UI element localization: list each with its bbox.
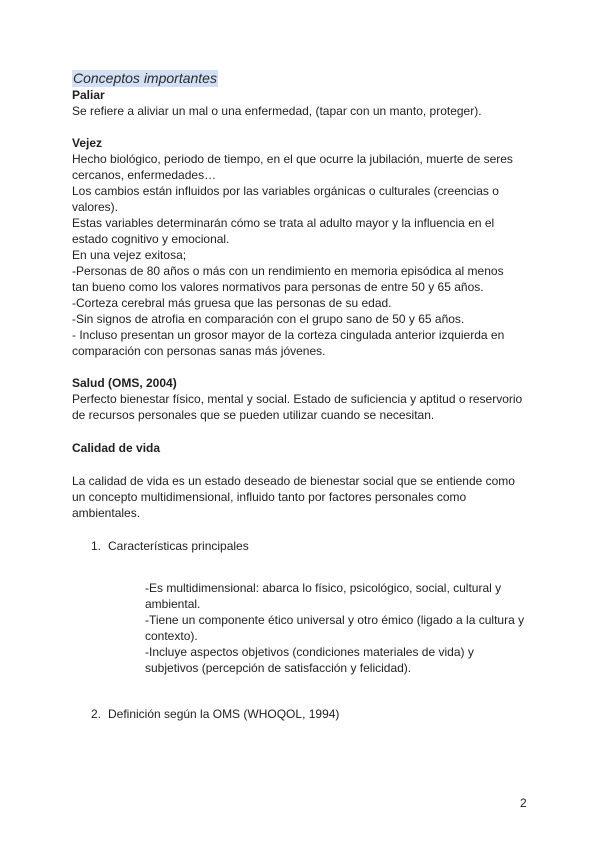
list-item <box>91 538 532 554</box>
vejez-line: Estas variables determinarán cómo se trata al adulto mayor y la influencia en el <box>72 216 495 230</box>
document-page <box>72 70 532 722</box>
list-item <box>91 706 532 722</box>
sub-line: -Tiene un componente ético universal y otro émico (ligado a la cultura y <box>145 613 525 627</box>
list-number: 2. <box>91 707 102 721</box>
sub-line: -Es multidimensional: abarca lo físico, psicológico, social, cultural y <box>145 581 502 595</box>
sub-list <box>145 580 535 676</box>
vejez-line: tan bueno como los valores normativos para personas de entre 50 y 65 años. <box>72 280 484 294</box>
calidad-line: un concepto multidimensional, influido tanto por factores personales como <box>72 490 467 504</box>
vejez-line: - Incluso presentan un grosor mayor de la corteza cingulada anterior izquierda en <box>72 328 505 342</box>
heading-calidad: Calidad de vida <box>72 441 161 455</box>
vejez-line: -Corteza cerebral más gruesa que las personas de su edad. <box>72 296 392 310</box>
vejez-line: Hecho biológico, periodo de tiempo, en el que ocurre la jubilación, muerte de seres <box>72 152 513 166</box>
sub-line: ambiental. <box>145 597 201 611</box>
vejez-line: En una vejez exitosa; <box>72 248 187 262</box>
list-label: Definición según la OMS (WHOQOL, 1994) <box>108 707 340 721</box>
salud-line: de recursos personales que se pueden utilizar cuando se necesitan. <box>72 408 435 422</box>
calidad-line: La calidad de vida es un estado deseado de bienestar social que se entiende como <box>72 474 515 488</box>
sub-line: -Incluye aspectos objetivos (condiciones materiales de vida) y <box>145 645 474 659</box>
vejez-line: cercanos, enfermedades… <box>72 168 217 182</box>
vejez-line: estado cognitivo y emocional. <box>72 232 230 246</box>
vejez-line: comparación con personas sanas más jóvenes. <box>72 344 326 358</box>
vejez-line: -Sin signos de atrofia en comparación con el grupo sano de 50 y 65 años. <box>72 312 465 326</box>
list-number: 1. <box>91 539 102 553</box>
vejez-line: Los cambios están influidos por las variables orgánicas o culturales (creencias o <box>72 184 499 198</box>
paliar-line: Se refiere a aliviar un mal o una enfermedad, (tapar con un manto, proteger). <box>72 104 482 118</box>
sub-line: contexto). <box>145 629 198 643</box>
heading-salud: Salud (OMS, 2004) <box>72 376 177 390</box>
heading-vejez: Vejez <box>72 136 103 150</box>
vejez-line: -Personas de 80 años o más con un rendimiento en memoria episódica al menos <box>72 264 504 278</box>
vejez-line: valores). <box>72 200 119 214</box>
salud-line: Perfecto bienestar físico, mental y social. Estado de suficiencia y aptitud o reservorio <box>72 392 523 406</box>
calidad-line: ambientales. <box>72 506 141 520</box>
heading-paliar: Paliar <box>72 88 105 102</box>
sub-line: subjetivos (percepción de satisfacción y felicidad). <box>145 661 412 675</box>
page-title: Conceptos importantes <box>73 70 217 86</box>
list-label: Características principales <box>108 539 249 553</box>
page-number: 2 <box>520 796 527 810</box>
